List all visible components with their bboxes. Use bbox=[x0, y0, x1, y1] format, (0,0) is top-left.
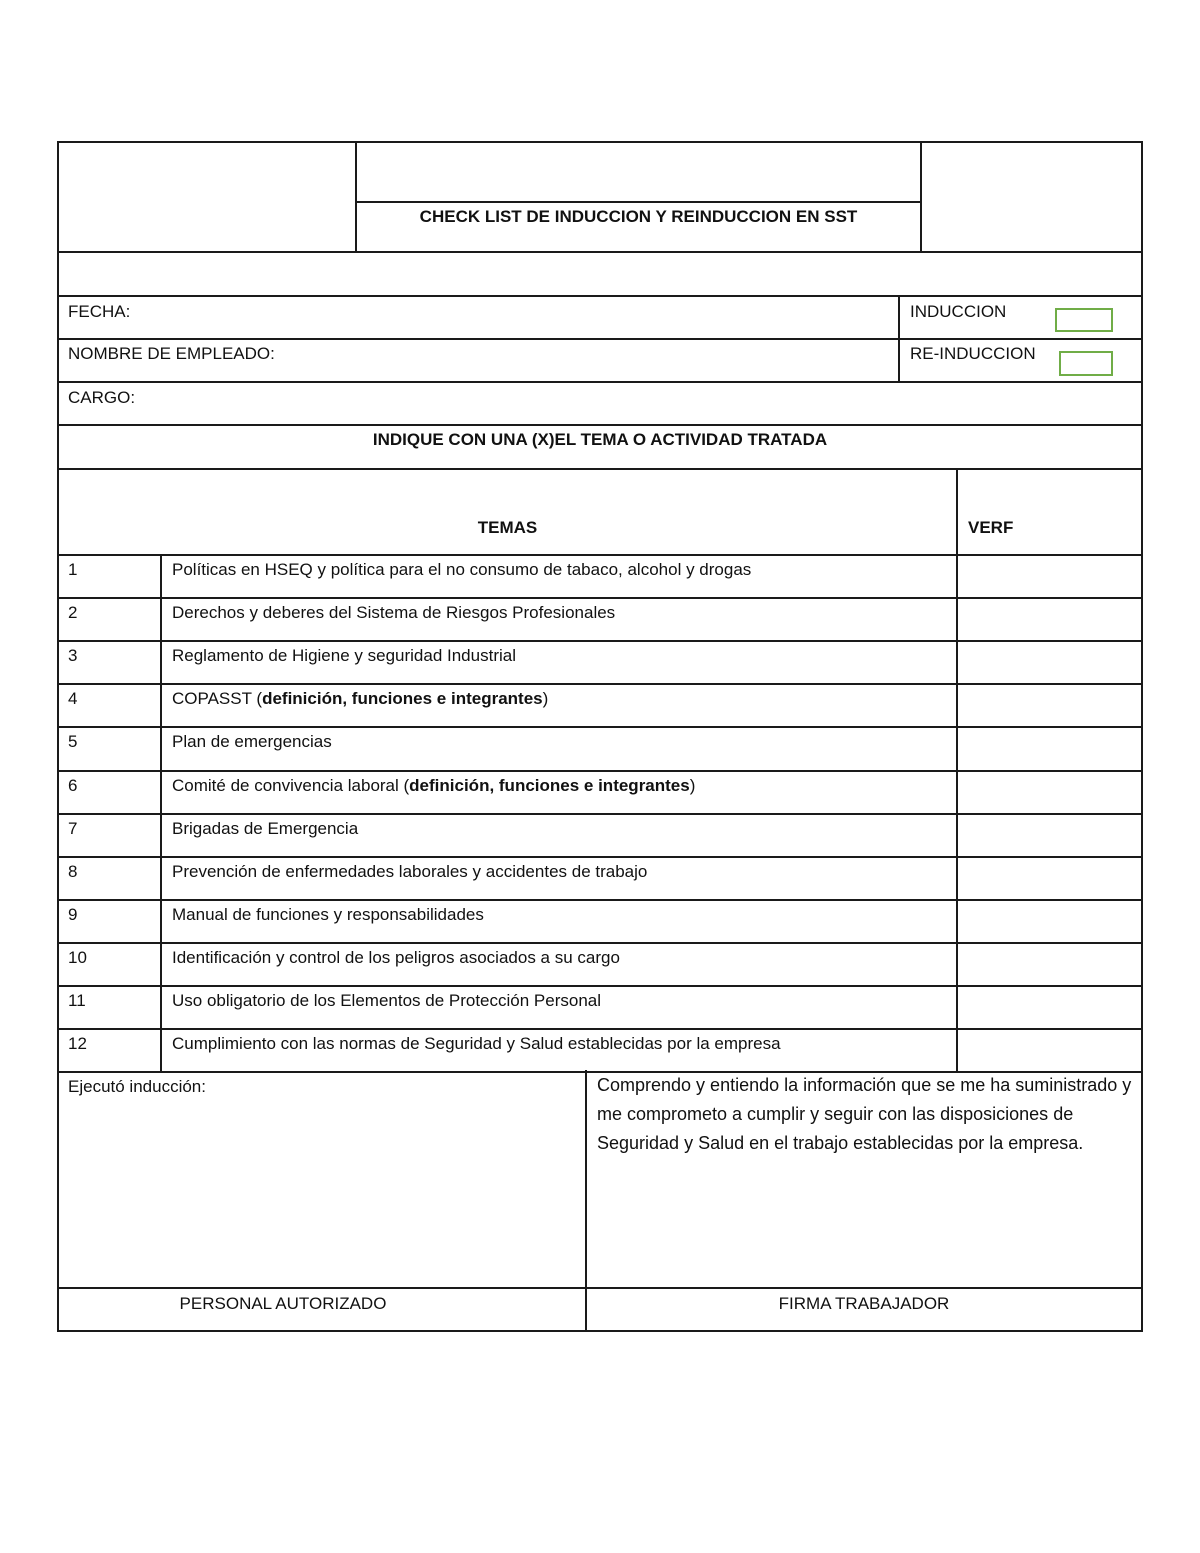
personal-autorizado-label: PERSONAL AUTORIZADO bbox=[179, 1294, 387, 1313]
tema-text bbox=[172, 560, 751, 580]
tema-text-bold-part: definición, funciones e integrantes bbox=[409, 776, 690, 795]
border-left bbox=[57, 141, 59, 1332]
tema-number: 8 bbox=[68, 862, 78, 881]
verf-cell[interactable] bbox=[958, 901, 1141, 942]
verf-cell[interactable] bbox=[958, 944, 1141, 985]
reinduccion-label: RE-INDUCCION bbox=[910, 344, 1036, 363]
fecha-row-bottom-line bbox=[57, 338, 1143, 340]
border-bottom bbox=[57, 1330, 1143, 1332]
header-title-top-line bbox=[355, 201, 922, 203]
fecha-label: FECHA: bbox=[68, 302, 131, 321]
tema-text bbox=[172, 603, 615, 623]
temas-header: TEMAS bbox=[477, 518, 538, 537]
instruction-text: INDIQUE CON UNA (X)EL TEMA O ACTIVIDAD TRATADA bbox=[372, 430, 828, 449]
tema-text bbox=[172, 905, 484, 925]
tema-text bbox=[172, 776, 695, 796]
header-bottom-line bbox=[57, 251, 1143, 253]
header-divider-left bbox=[355, 141, 357, 253]
verf-header: VERF bbox=[968, 518, 1014, 537]
verf-cell[interactable] bbox=[958, 987, 1141, 1028]
tema-text-part: Manual de funciones y responsabilidades bbox=[172, 905, 484, 924]
induccion-checkbox[interactable] bbox=[1055, 308, 1113, 332]
tema-text-part: Comité de convivencia laboral ( bbox=[172, 776, 410, 795]
compromiso-text: Comprendo y entiendo la información que se me ha suministrado y me comprometo a cumplir y seguir con las disposiciones de Seguridad y Salud en el trabajo establecidas por la empresa. bbox=[597, 1075, 1132, 1153]
tema-text-part: COPASST ( bbox=[172, 689, 263, 708]
footer-column-divider bbox=[585, 1070, 587, 1332]
blank-row-bottom-line bbox=[57, 295, 1143, 297]
verf-cell[interactable] bbox=[958, 556, 1141, 597]
tema-number: 5 bbox=[68, 732, 78, 751]
tema-text-part: Políticas en HSEQ y política para el no consumo de tabaco, alcohol y drogas bbox=[172, 560, 752, 579]
verf-cell[interactable] bbox=[958, 728, 1141, 770]
tema-number: 9 bbox=[68, 905, 78, 924]
tema-number: 4 bbox=[68, 689, 78, 708]
tema-text-part: ) bbox=[689, 776, 696, 795]
cargo-label: CARGO: bbox=[68, 388, 136, 407]
tema-number: 2 bbox=[68, 603, 78, 622]
induccion-label: INDUCCION bbox=[910, 302, 1007, 321]
tema-text bbox=[172, 862, 647, 882]
tema-text bbox=[172, 732, 332, 752]
nombre-empleado-label: NOMBRE DE EMPLEADO: bbox=[68, 344, 275, 363]
verf-cell[interactable] bbox=[958, 599, 1141, 640]
verf-cell[interactable] bbox=[958, 685, 1141, 726]
verf-cell[interactable] bbox=[958, 642, 1141, 683]
tema-text-part: Prevención de enfermedades laborales y accidentes de trabajo bbox=[172, 862, 648, 881]
tema-number: 10 bbox=[68, 948, 87, 967]
reinduccion-checkbox[interactable] bbox=[1059, 351, 1113, 376]
tema-text bbox=[172, 689, 548, 709]
tema-text-part: Identificación y control de los peligros asociados a su cargo bbox=[172, 948, 620, 967]
tema-number: 6 bbox=[68, 776, 78, 795]
tema-text bbox=[172, 819, 358, 839]
tema-number: 12 bbox=[68, 1034, 87, 1053]
tema-number: 7 bbox=[68, 819, 78, 838]
tema-text-part: Brigadas de Emergencia bbox=[172, 819, 359, 838]
tema-text-part: Reglamento de Higiene y seguridad Industrial bbox=[172, 646, 516, 665]
ejecuto-induccion-label: Ejecutó inducción: bbox=[68, 1077, 206, 1096]
tema-text-part: Cumplimiento con las normas de Seguridad y Salud establecidas por la empresa bbox=[172, 1034, 781, 1053]
header-divider-right bbox=[920, 141, 922, 253]
tema-text bbox=[172, 1034, 781, 1054]
tema-text bbox=[172, 991, 601, 1011]
signature-row-top-line bbox=[57, 1287, 1143, 1289]
verf-cell[interactable] bbox=[958, 858, 1141, 899]
tema-text-part: ) bbox=[542, 689, 549, 708]
instruction-row-bottom-line bbox=[57, 468, 1143, 470]
document-title: CHECK LIST DE INDUCCION Y REINDUCCION EN SST bbox=[419, 207, 858, 226]
tema-text-part: Plan de emergencias bbox=[172, 732, 332, 751]
tema-text-part: Uso obligatorio de los Elementos de Protección Personal bbox=[172, 991, 602, 1010]
verf-cell[interactable] bbox=[958, 772, 1141, 813]
cargo-row-bottom-line bbox=[57, 424, 1143, 426]
verf-cell[interactable] bbox=[958, 1030, 1141, 1071]
verf-cell[interactable] bbox=[958, 815, 1141, 856]
tema-text-part: Derechos y deberes del Sistema de Riesgos Profesionales bbox=[172, 603, 616, 622]
firma-trabajador-label: FIRMA TRABAJADOR bbox=[778, 1294, 950, 1313]
tema-number: 3 bbox=[68, 646, 78, 665]
tema-number: 11 bbox=[68, 991, 86, 1010]
tema-text bbox=[172, 948, 620, 968]
tema-text-bold-part: definición, funciones e integrantes bbox=[262, 689, 543, 708]
tema-number: 1 bbox=[68, 560, 78, 579]
nombre-row-bottom-line bbox=[57, 381, 1143, 383]
border-right bbox=[1141, 141, 1143, 1332]
border-top bbox=[57, 141, 1143, 143]
tema-text bbox=[172, 646, 516, 666]
